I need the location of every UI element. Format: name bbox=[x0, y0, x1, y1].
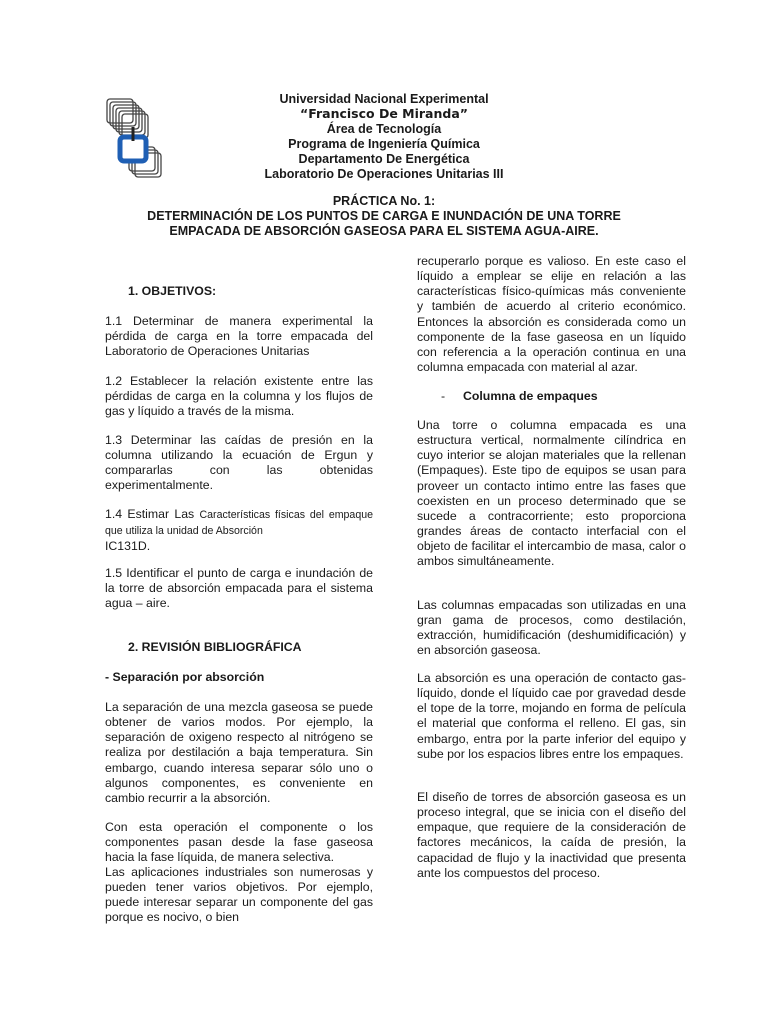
right-paragraph-2: Una torre o columna empacada es una estructura vertical, normalmente cilíndrica en cuyo interior se alojan materiales que la rellenan (Empaques). Este tipo de equipos se usan para proveer un contacto intimo entre las fases que coexisten en un proceso determinado que se sucede a contracorriente; esto proporciona grandes áreas de contacto interfacial con el objeto de facilitar el intercambio de masa, calor o ambos simultáneamente. bbox=[417, 418, 686, 569]
left-paragraph-2: Con esta operación el componente o los componentes pasan desde la fase gaseosa hacia la fase líquida, de manera selectiva. bbox=[105, 820, 373, 865]
campus-name: “Francisco De Miranda” bbox=[300, 105, 468, 121]
right-paragraph-3: Las columnas empacadas son utilizadas en una gran gama de procesos, como destilación, extracción, humidificación (deshumidificación) y en absorción gaseosa. bbox=[417, 598, 686, 658]
objective-1-4 bbox=[105, 507, 373, 554]
left-paragraph-1: La separación de una mezcla gaseosa se puede obtener de varios modos. Por ejemplo, la separación de oxigeno respecto al nitrógeno se realiza por destilación a baja temperatura. Sin embargo, cuando interesa separar sólo uno o algunos componentes, es conveniente en cambio recurrir a la absorción. bbox=[105, 700, 373, 805]
objective-1-2: 1.2 Establecer la relación existente entre las pérdidas de carga en la columna y los flujos de gas y líquido a través de la misma. bbox=[105, 374, 373, 419]
revision-heading: 2. REVISIÓN BIBLIOGRÁFICA bbox=[128, 640, 302, 654]
objective-1-5: 1.5 Identificar el punto de carga e inundación de la torre de absorción empacada para el sistema agua – aire. bbox=[105, 566, 373, 611]
objective-1-4-small: Características físicas del empaque que utiliza la unidad de Absorción bbox=[105, 509, 373, 538]
columna-heading: Columna de empaques bbox=[463, 389, 598, 403]
document-header bbox=[120, 92, 648, 181]
separacion-heading: - Separación por absorción bbox=[105, 670, 265, 684]
objective-1-4-suffix: IC131D. bbox=[105, 539, 151, 554]
objetivos-heading: 1. OBJETIVOS: bbox=[128, 284, 217, 298]
department-name: Departamento De Energética bbox=[298, 151, 470, 166]
right-paragraph-4: La absorción es una operación de contacto gas-líquido, donde el líquido cae por gravedad desde el tope de la torre, mojando en forma de película el material que conforma el relleno. El gas, sin embargo, entra por la parte inferior del equipo y sube por los espacios libres entre los empaques. bbox=[417, 671, 686, 761]
objective-1-3: 1.3 Determinar las caídas de presión en la columna utilizando la ecuación de Ergun y compararlas con las obtenidas experimentalmente. bbox=[105, 433, 373, 493]
program-name: Programa de Ingeniería Química bbox=[288, 136, 480, 151]
university-name: Universidad Nacional Experimental bbox=[279, 92, 489, 106]
columna-dash: - bbox=[441, 389, 446, 403]
left-paragraph-3: Las aplicaciones industriales son numerosas y pueden tener varios objetivos. Por ejemplo, puede interesar separar un componente del gas porque es nocivo, o bien bbox=[105, 865, 373, 925]
objective-1-4-prefix: 1.4 Estimar Las bbox=[105, 507, 200, 521]
practice-number: PRÁCTICA No. 1: bbox=[332, 194, 436, 208]
practice-title-line-2: EMPACADA DE ABSORCIÓN GASEOSA PARA EL SISTEMA AGUA-AIRE. bbox=[169, 223, 599, 238]
area-name: Área de Tecnología bbox=[326, 121, 442, 136]
right-paragraph-5: El diseño de torres de absorción gaseosa es un proceso integral, que se inicia con el diseño del empaque, que requiere de la consideración de factores mecánicos, la caída de presión, la capacidad de flujo y la inactividad que presenta ante los compuestos del proceso. bbox=[417, 790, 686, 880]
right-paragraph-1: recuperarlo porque es valioso. En este caso el líquido a emplear se elije en relación a las características físico-químicas más conveniente y también de acuerdo al criterio económico. Entonces la absorción es considerada como un componente de la fase gaseosa en un líquido con referencia a la operación continua en una columna empacada con material al azar. bbox=[417, 254, 686, 375]
practice-title-line-1: DETERMINACIÓN DE LOS PUNTOS DE CARGA E INUNDACIÓN DE UNA TORRE bbox=[147, 208, 621, 223]
objective-1-1: 1.1 Determinar de manera experimental la pérdida de carga en la torre empacada del Laboratorio de Operaciones Unitarias bbox=[105, 314, 373, 359]
lab-name: Laboratorio De Operaciones Unitarias III bbox=[264, 166, 504, 181]
practice-title-block bbox=[100, 194, 668, 238]
